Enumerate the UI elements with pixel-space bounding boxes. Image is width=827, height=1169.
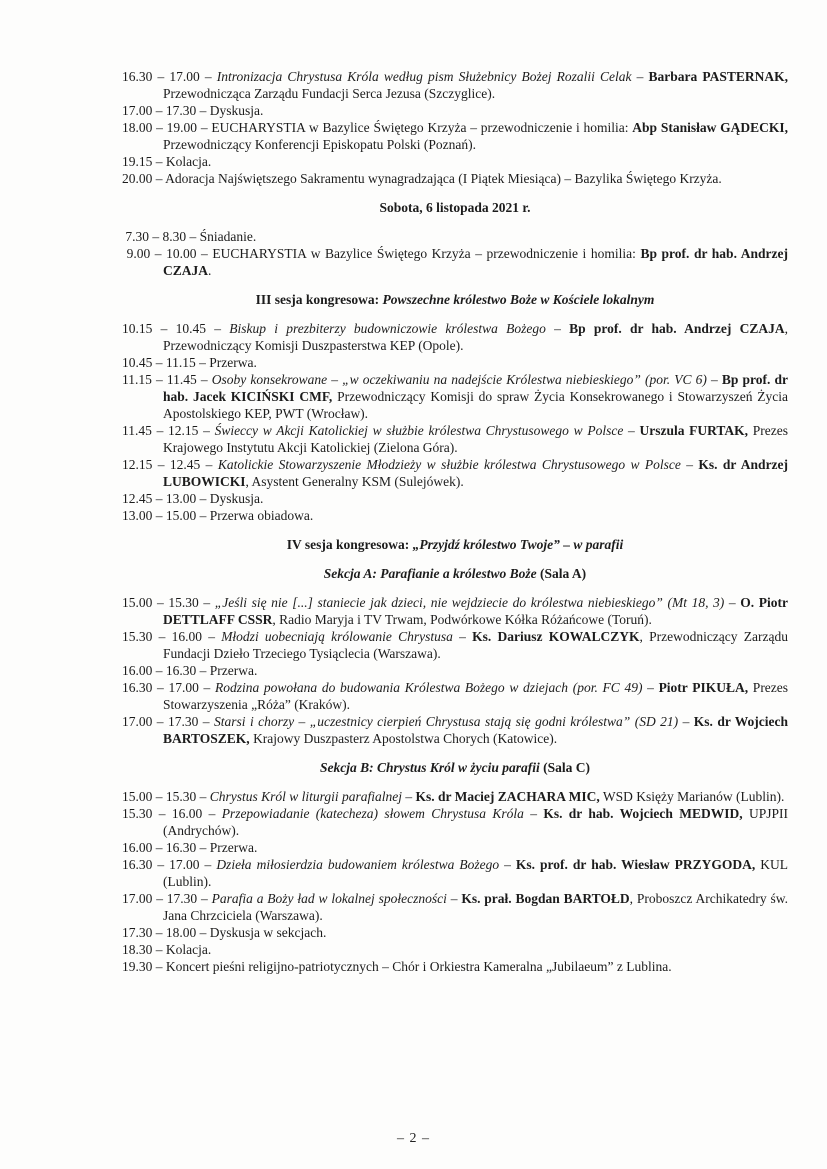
entry-time: 15.30 – 16.00 xyxy=(122,629,202,644)
time-separator: – xyxy=(152,171,166,186)
schedule-entry xyxy=(122,490,788,507)
entry-time: 10.15 – 10.45 xyxy=(122,321,206,336)
schedule-entry xyxy=(122,594,788,628)
time-separator: – xyxy=(198,680,215,695)
entry-text-run: WSD Księży Marianów (Lublin). xyxy=(599,789,785,804)
entry-text-run: – xyxy=(452,629,473,644)
schedule-entry xyxy=(122,662,788,679)
time-separator: – xyxy=(198,714,214,729)
schedule-entry xyxy=(122,228,788,245)
entry-text-run: KUL (Lublin). xyxy=(163,857,789,889)
entry-time: 17.00 – 17.30 xyxy=(122,891,198,906)
entry-time: 15.00 – 15.30 xyxy=(122,595,199,610)
section-heading xyxy=(122,199,788,216)
entry-time: 18.00 – 19.00 xyxy=(122,120,198,135)
heading-text-run: „Przyjdź królestwo Twoje” – w parafii xyxy=(412,537,624,552)
entry-text-run: Osoby konsekrowane – „w oczekiwaniu na nadejście Królestwa niebieskiego” (por. VC 6) xyxy=(211,372,707,387)
time-separator: – xyxy=(196,789,210,804)
schedule-entry xyxy=(122,805,788,839)
entry-time: 7.30 – 8.30 xyxy=(122,229,187,244)
entry-text-run: EUCHARYSTIA w Bazylice Świętego Krzyża – przewodniczenie i homilia: xyxy=(212,246,641,261)
entry-time: 10.45 – 11.15 xyxy=(122,355,196,370)
entry-text-run: – xyxy=(402,789,416,804)
entry-text-run: Przewodnicząca Zarządu Fundacji Serca Jezusa (Szczyglice). xyxy=(163,86,496,101)
time-separator: – xyxy=(202,806,222,821)
schedule-entry xyxy=(122,170,788,187)
entry-text-run: – xyxy=(446,891,462,906)
entry-time: 9.00 – 10.00 xyxy=(122,246,197,261)
time-separator: – xyxy=(196,840,210,855)
entry-text-run: Bp prof. dr hab. Andrzej CZAJA xyxy=(163,246,789,278)
schedule-entry xyxy=(122,890,788,924)
entry-time: 16.30 – 17.00 xyxy=(122,680,199,695)
entry-time: 19.30 xyxy=(122,959,153,974)
schedule-entry xyxy=(122,713,788,747)
schedule-entry xyxy=(122,941,788,958)
entry-text-run: – xyxy=(678,714,694,729)
schedule xyxy=(122,68,788,975)
section-heading xyxy=(122,759,788,776)
schedule-entry xyxy=(122,245,788,279)
time-separator: – xyxy=(198,423,215,438)
schedule-entry xyxy=(122,371,788,422)
entry-text-run: – xyxy=(680,457,699,472)
entry-text-run: Młodzi uobecniają królowanie Chrystusa xyxy=(221,629,453,644)
time-separator: – xyxy=(196,508,210,523)
entry-text-run: O. Piotr DETTLAFF CSSR xyxy=(163,595,789,627)
entry-text-run: Prezes Stowarzyszenia „Róża” (Kraków). xyxy=(163,680,789,712)
entry-text-run: Przerwa. xyxy=(209,663,258,678)
entry-text-run: Biskup i prezbiterzy budowniczowie królestwa Bożego xyxy=(229,321,546,336)
time-separator: – xyxy=(199,857,217,872)
heading-text-run: Sobota, 6 listopada 2021 r. xyxy=(379,200,531,215)
time-separator: – xyxy=(196,103,210,118)
entry-text-run: Parafia a Boży ład w lokalnej społeczności xyxy=(211,891,447,906)
entry-text-run: Świeccy w Akcji Katolickiej w służbie królestwa Chrystusowego w Polsce xyxy=(214,423,624,438)
entry-text-run: Przerwa. xyxy=(209,840,258,855)
entry-text-run: Prezes Krajowego Instytutu Akcji Katolickiej (Zielona Góra). xyxy=(163,423,788,455)
entry-text-run: Katolickie Stowarzyszenie Młodzieży w służbie królestwa Chrystusowego w Polsce xyxy=(217,457,681,472)
entry-time: 16.30 – 17.00 xyxy=(122,69,200,84)
entry-text-run: Dyskusja w sekcjach. xyxy=(209,925,327,940)
time-separator: – xyxy=(196,491,210,506)
entry-time: 20.00 xyxy=(122,171,153,186)
entry-text-run: Chrystus Król w liturgii parafialnej xyxy=(209,789,403,804)
section-heading xyxy=(122,536,788,553)
schedule-entry xyxy=(122,422,788,456)
time-separator: – xyxy=(205,321,230,336)
schedule-entry xyxy=(122,507,788,524)
entry-text-run: Przewodniczący Konferencji Episkopatu Polski (Poznań). xyxy=(163,137,477,152)
entry-text-run: – xyxy=(499,857,516,872)
time-separator: – xyxy=(197,891,212,906)
entry-text-run: – xyxy=(724,595,741,610)
heading-text-run: (Sala C) xyxy=(543,760,591,775)
entry-text-run: – xyxy=(523,806,544,821)
schedule-entry xyxy=(122,68,788,102)
heading-text-run: Sekcja A: Parafianie a królestwo Boże xyxy=(323,566,541,581)
entry-text-run: Intronizacja Chrystusa Króla według pism Służebnicy Bożej Rozalii Celak xyxy=(216,69,632,84)
entry-text-run: Ks. dr hab. Wojciech MEDWID, xyxy=(543,806,743,821)
entry-text-run: Barbara PASTERNAK, xyxy=(648,69,788,84)
time-separator: – xyxy=(196,925,210,940)
entry-text-run: UPJPII (Andrychów). xyxy=(163,806,789,838)
entry-text-run: Przewodniczący Komisji do spraw Życia Konsekrowanego i Stowarzyszeń Życia Apostolskiego KEP, PWT (Wrocław). xyxy=(163,389,788,421)
entry-text-run: , Proboszcz Archikatedry św. Jana Chrzciciela (Warszawa). xyxy=(163,891,789,923)
entry-text-run: Krajowy Duszpasterz Apostolstwa Chorych (Katowice). xyxy=(249,731,558,746)
entry-text-run: Ks. dr Andrzej LUBOWICKI xyxy=(163,457,789,489)
time-separator: – xyxy=(195,355,210,370)
heading-text-run: IV sesja kongresowa: xyxy=(286,537,413,552)
entry-text-run: Ks. dr Maciej ZACHARA MIC, xyxy=(415,789,600,804)
entry-text-run: – xyxy=(631,69,649,84)
time-separator: – xyxy=(196,372,212,387)
schedule-entry xyxy=(122,679,788,713)
entry-text-run: EUCHARYSTIA w Bazylice Świętego Krzyża – przewodniczenie i homilia: xyxy=(211,120,633,135)
entry-time: 12.45 – 13.00 xyxy=(122,491,197,506)
time-separator: – xyxy=(196,246,213,261)
time-separator: – xyxy=(200,457,218,472)
schedule-entry xyxy=(122,320,788,354)
entry-text-run: – xyxy=(623,423,640,438)
entry-text-run: , Przewodniczący Zarządu Fundacji Dzieło Trzeciego Tysiąclecia (Warszawa). xyxy=(163,629,788,661)
entry-text-run: Śniadanie. xyxy=(199,229,257,244)
entry-time: 16.00 – 16.30 xyxy=(122,663,197,678)
time-separator: – xyxy=(152,154,166,169)
entry-text-run: Dzieła miłosierdzia budowaniem królestwa Bożego xyxy=(216,857,500,872)
section-heading xyxy=(122,565,788,582)
entry-time: 17.00 – 17.30 xyxy=(122,103,197,118)
page-footer xyxy=(0,1130,827,1147)
entry-text-run: Kolacja. xyxy=(165,942,212,957)
entry-time: 16.30 – 17.00 xyxy=(122,857,200,872)
entry-text-run: Bp prof. dr hab. Andrzej CZAJA xyxy=(569,321,785,336)
entry-time: 18.30 xyxy=(122,942,153,957)
entry-text-run: Przepowiadanie (katecheza) słowem Chrystusa Króla xyxy=(221,806,524,821)
entry-time: 11.15 – 11.45 xyxy=(122,372,197,387)
schedule-entry xyxy=(122,153,788,170)
schedule-entry xyxy=(122,119,788,153)
entry-text-run: „Jeśli się nie [...] staniecie jak dzieci, nie wejdziecie do królestwa niebieskiego” (Mt 18, 3) xyxy=(214,595,725,610)
entry-text-run: Ks. prał. Bogdan BARTOŁD xyxy=(461,891,630,906)
time-separator: – xyxy=(152,959,166,974)
entry-text-run: Starsi i chorzy – „uczestnicy cierpień Chrystusa stają się godni królestwa” (SD 21) xyxy=(214,714,679,729)
entry-time: 19.15 xyxy=(122,154,153,169)
schedule-entry xyxy=(122,102,788,119)
entry-text-run: – xyxy=(545,321,570,336)
section-heading xyxy=(122,291,788,308)
entry-text-run: Ks. Dariusz KOWALCZYK xyxy=(472,629,640,644)
entry-time: 15.00 – 15.30 xyxy=(122,789,197,804)
schedule-entry xyxy=(122,354,788,371)
entry-time: 13.00 – 15.00 xyxy=(122,508,197,523)
entry-text-run: Ks. dr Wojciech BARTOSZEK, xyxy=(163,714,789,746)
schedule-entry xyxy=(122,788,788,805)
entry-time: 17.30 – 18.00 xyxy=(122,925,197,940)
entry-text-run: Urszula FURTAK, xyxy=(639,423,749,438)
schedule-entry xyxy=(122,839,788,856)
entry-time: 12.15 – 12.45 xyxy=(122,457,201,472)
entry-text-run: Bp prof. dr hab. Jacek KICIŃSKI CMF, xyxy=(163,372,789,404)
entry-text-run: Koncert pieśni religijno-patriotycznych – Chór i Orkiestra Kameralna „Jubilaeum” z Lublina. xyxy=(165,959,672,974)
time-separator: – xyxy=(186,229,200,244)
entry-text-run: , Asystent Generalny KSM (Sulejówek). xyxy=(245,474,464,489)
entry-text-run: , Radio Maryja i TV Trwam, Podwórkowe Kółka Różańcowe (Toruń). xyxy=(272,612,652,627)
entry-text-run: Dyskusja. xyxy=(209,491,264,506)
heading-text-run: Powszechne królestwo Boże w Kościele lokalnym xyxy=(382,292,655,307)
entry-text-run: Ks. prof. dr hab. Wiesław PRZYGODA, xyxy=(515,857,756,872)
entry-time: 15.30 – 16.00 xyxy=(122,806,203,821)
entry-text-run: Rodzina powołana do budowania Królestwa Bożego w dziejach (por. FC 49) xyxy=(215,680,643,695)
entry-text-run: Piotr PIKUŁA, xyxy=(658,680,749,695)
time-separator: – xyxy=(196,663,210,678)
entry-text-run: Dyskusja. xyxy=(209,103,264,118)
entry-text-run: Adoracja Najświętszego Sakramentu wynagradzająca (I Piątek Miesiąca) – Bazylika Świętego Krzyża. xyxy=(165,171,722,186)
schedule-entry xyxy=(122,456,788,490)
entry-text-run: – xyxy=(706,372,722,387)
schedule-entry xyxy=(122,958,788,975)
entry-time: 16.00 – 16.30 xyxy=(122,840,197,855)
heading-text-run: Sekcja B: Chrystus Król w życiu parafii xyxy=(319,760,544,775)
entry-time: 17.00 – 17.30 xyxy=(122,714,199,729)
heading-text-run: (Sala A) xyxy=(540,566,587,581)
entry-text-run: , Przewodniczący Komisji Duszpasterstwa KEP (Opole). xyxy=(163,321,789,353)
entry-text-run: Kolacja. xyxy=(165,154,212,169)
schedule-entry xyxy=(122,924,788,941)
entry-text-run: – xyxy=(642,680,659,695)
entry-text-run: Przerwa. xyxy=(209,355,257,370)
entry-text-run: Abp Stanisław GĄDECKI, xyxy=(632,120,789,135)
heading-text-run: III sesja kongresowa: xyxy=(255,292,383,307)
time-separator: – xyxy=(201,629,222,644)
time-separator: – xyxy=(199,69,217,84)
entry-text-run: Przerwa obiadowa. xyxy=(209,508,314,523)
time-separator: – xyxy=(197,120,212,135)
time-separator: – xyxy=(198,595,215,610)
schedule-entry xyxy=(122,856,788,890)
entry-time: 11.45 – 12.15 xyxy=(122,423,199,438)
schedule-entry xyxy=(122,628,788,662)
entry-text-run: . xyxy=(208,263,212,278)
page-number: – 2 – xyxy=(397,1131,430,1146)
time-separator: – xyxy=(152,942,166,957)
